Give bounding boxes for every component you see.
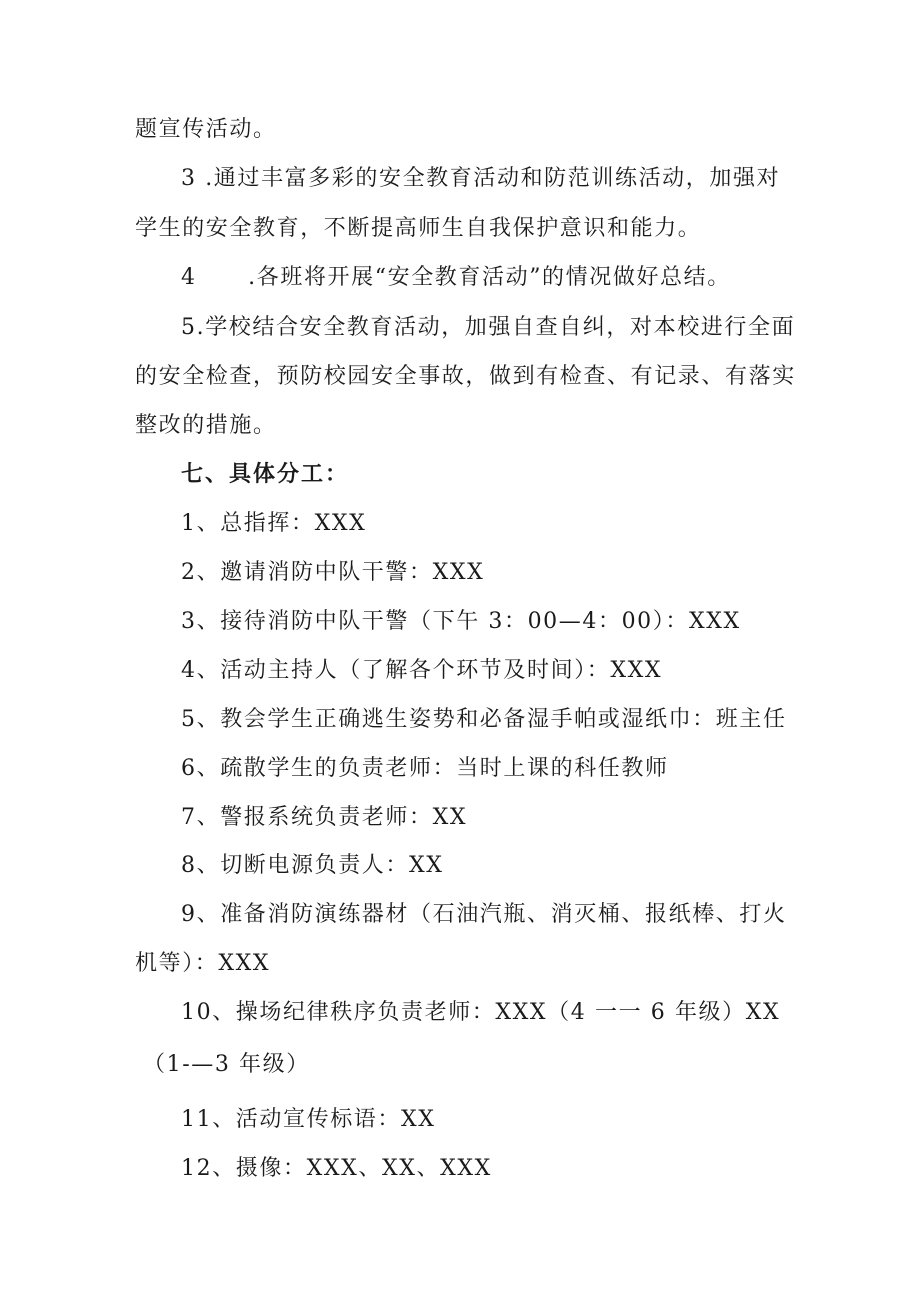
- assignment-item: 2、邀请消防中队干警：XXX: [181, 560, 485, 585]
- assignment-item: 3、接待消防中队干警（下午 3：00—4：00）：XXX: [181, 609, 741, 634]
- text-line: 4 .各班将开展“安全教育活动”的情况做好总结。: [181, 265, 731, 290]
- assignment-item: 5、教会学生正确逃生姿势和必备湿手帕或湿纸巾：班主任: [181, 707, 787, 732]
- assignment-item-continued: 机等）：XXX: [135, 951, 271, 976]
- section-heading: 七、具体分工：: [181, 462, 350, 487]
- assignment-item: 7、警报系统负责老师：XX: [181, 805, 468, 830]
- assignment-item: 8、切断电源负责人：XX: [181, 853, 444, 878]
- assignment-item: 12、摄像：XXX、XX、XXX: [181, 1156, 492, 1181]
- text-line: 3 .通过丰富多彩的安全教育活动和防范训练活动，加强对: [181, 166, 781, 191]
- assignment-item: 6、疏散学生的负责老师：当时上课的科任教师: [181, 756, 669, 781]
- assignment-item: 1、总指挥：XXX: [181, 511, 367, 536]
- text-line: 学生的安全教育，不断提高师生自我保护意识和能力。: [135, 216, 702, 241]
- assignment-item: 10、操场纪律秩序负责老师：XXX（4 一一 6 年级）XX: [181, 1000, 781, 1025]
- assignment-item-continued: （1-—3 年级）: [143, 1052, 310, 1077]
- text-line: 5.学校结合安全教育活动，加强自查自纠，对本校进行全面: [181, 315, 796, 340]
- text-line: 题宣传活动。: [135, 117, 277, 142]
- assignment-item: 4、活动主持人（了解各个环节及时间）：XXX: [181, 658, 663, 683]
- assignment-item: 9、准备消防演练器材（石油汽瓶、消灭桶、报纸棒、打火: [181, 902, 787, 927]
- text-line: 整改的措施。: [135, 413, 277, 438]
- assignment-item: 11、活动宣传标语：XX: [181, 1107, 436, 1132]
- text-line: 的安全检查，预防校园安全事故，做到有检查、有记录、有落实: [135, 364, 796, 389]
